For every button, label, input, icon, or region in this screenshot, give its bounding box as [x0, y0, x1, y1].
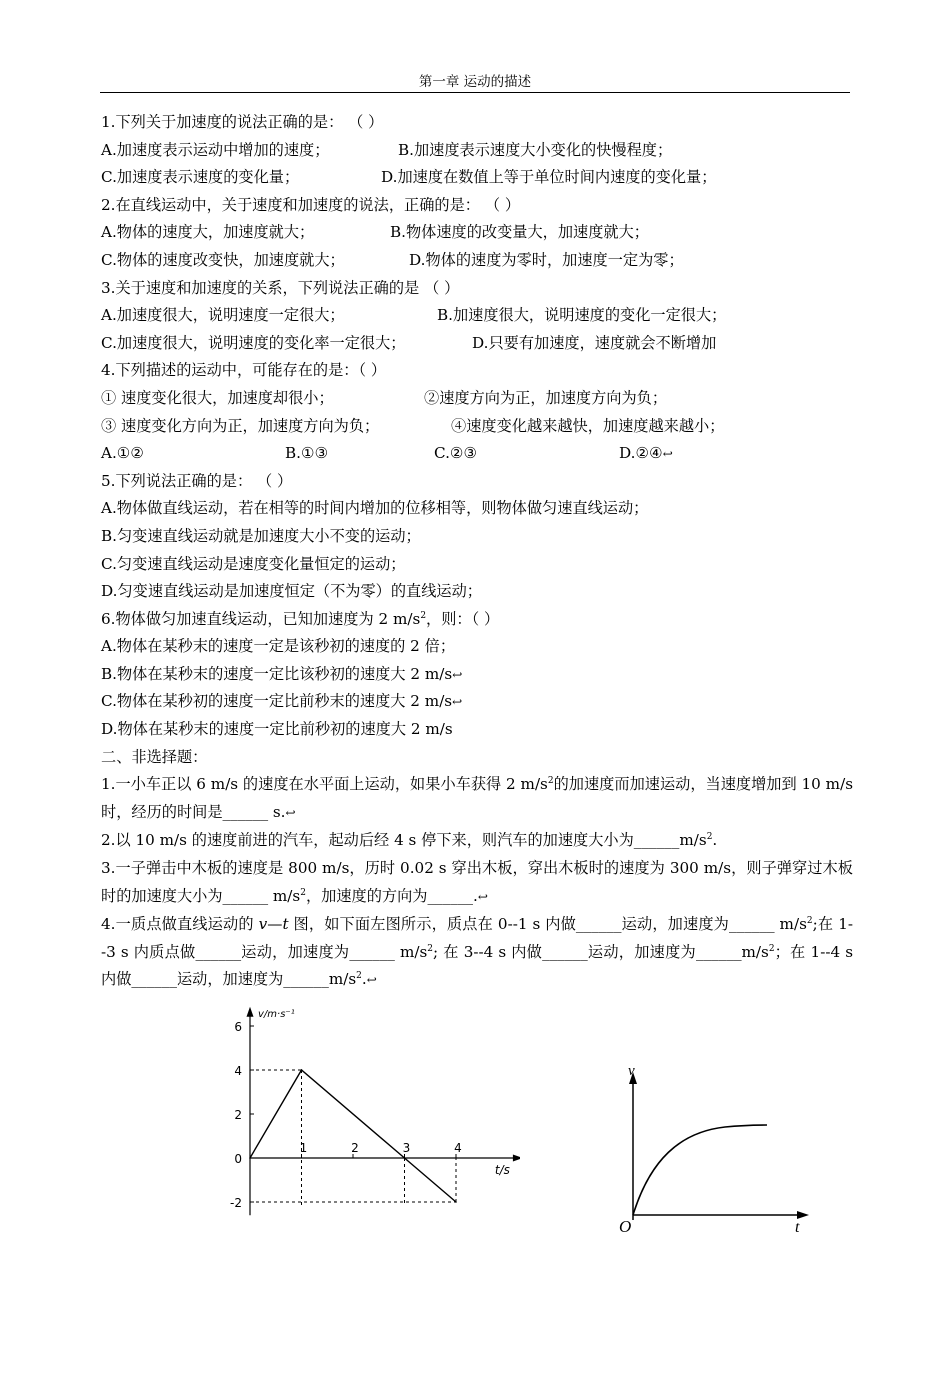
q3-option-b: B.加速度很大，说明速度的变化一定很大；	[437, 306, 727, 325]
question-4-statements-12	[101, 385, 853, 413]
page-header	[100, 72, 850, 93]
question-3-options-cd	[101, 330, 853, 358]
q2-option-a: A.物体的速度大，加速度就大；	[101, 223, 315, 242]
worksheet-body	[101, 109, 853, 995]
question-2-options-cd	[101, 247, 853, 275]
y-axis-arrow	[247, 1007, 254, 1017]
data-point	[455, 1201, 457, 1203]
x-tick-label: 1	[299, 1141, 308, 1155]
q3-option-d: D.只要有加速度，速度就会不断增加	[472, 333, 717, 352]
x-axis-label: t	[795, 1219, 800, 1236]
problem-2: 2.以 10 m/s 的速度前进的汽车，起动后经 4 s 停下来，则汽车的加速度大小为$\_\_\_\_\_\_m/s^2$.	[101, 831, 718, 850]
q1-option-a: A.加速度表示运动中增加的速度；	[101, 140, 330, 159]
q5-option-b: B.匀变速直线运动就是加速度大小不变的运动；	[101, 526, 421, 545]
q1-option-c: C.加速度表示速度的变化量；	[101, 168, 300, 187]
problem-4: 4.一质点做直线运动的 v—t 图，如下面左图所示，质点在 0--1 s 内做______运动，加速度为______ $m/s^2$;在 1--3 s 内质点做______运动，加速度为______ $m/s^2$; 在 3--4 s 内做______运动，加速度为$\_\_\_\_\_\_m/s^2$；在 1--4 s 内做______运动，加速度为$\_\_\_\_\_\_m/s^2.↩$	[101, 915, 853, 989]
q5-option-a: A.物体做直线运动，若在相等的时间内增加的位移相等，则物体做匀速直线运动；	[101, 499, 649, 518]
y-tick-label: 6	[234, 1020, 242, 1034]
q6-option-c: C.物体在某秒初的速度一定比前秒末的速度大 2 m/s↩	[101, 692, 463, 711]
section-2-title: 二、非选择题：	[101, 747, 208, 766]
question-2-stem: 2.在直线运动中，关于速度和加速度的说法，正确的是： （ ）	[101, 195, 521, 214]
problem-1: 1.一小车正以 6 m/s 的速度在水平面上运动，如果小车获得 2 $m/s^2$的加速度而加速运动，当速度增加到 10 m/s 时，经历的时间是______ s.↩	[101, 775, 853, 821]
velocity-curve	[633, 1125, 767, 1215]
q2-option-b: B.物体速度的改变量大，加速度就大；	[390, 223, 649, 242]
q1-option-b: B.加速度表示速度大小变化的快慢程度；	[398, 140, 673, 159]
q4-option-c: C.②③	[434, 444, 478, 463]
q6-option-b: B.物体在某秒末的速度一定比该秒初的速度大 2 m/s↩	[101, 664, 463, 683]
q4-option-b: B.①③	[285, 444, 329, 463]
question-1-stem: 1.下列关于加速度的说法正确的是： （ ）	[101, 113, 384, 131]
chapter-title: 第一章 运动的描述	[418, 74, 532, 90]
question-2-options-ab	[101, 219, 853, 247]
question-4-stem: 4.下列描述的运动中，可能存在的是：（ ）	[101, 361, 387, 380]
question-1-options-cd	[101, 164, 853, 192]
q1-option-d: D.加速度在数值上等于单位时间内速度的变化量；	[381, 168, 717, 187]
y-tick-label: 2	[234, 1108, 242, 1122]
y-tick-label: 0	[234, 1152, 242, 1166]
v-t-curve-figure	[605, 1060, 825, 1240]
y-tick-label: 4	[234, 1064, 242, 1078]
q4-statement-4: ④速度变化越来越快，加速度越来越小；	[451, 416, 725, 435]
question-1-options-ab	[101, 137, 853, 165]
q3-option-c: C.加速度很大，说明速度的变化率一定很大；	[101, 333, 406, 352]
y-axis-label: v	[628, 1063, 635, 1079]
q5-option-c: C.匀变速直线运动是速度变化量恒定的运动；	[101, 554, 406, 573]
q4-option-d: D.②④	[619, 444, 663, 463]
q2-option-c: C.物体的速度改变快，加速度就大；	[101, 250, 345, 269]
paragraph-mark-icon: ↩	[452, 695, 463, 710]
q6-option-a: A.物体在某秒末的速度一定是该秒初的速度的 2 倍；	[101, 637, 456, 656]
data-point	[249, 1157, 251, 1159]
x-axis-arrow	[797, 1211, 809, 1219]
x-axis-arrow	[513, 1155, 520, 1162]
q4-option-a: A.①②	[101, 444, 145, 463]
y-axis-label: v/m·s⁻¹	[258, 1008, 295, 1020]
q4-statement-3: ③ 速度变化方向为正，加速度方向为负；	[101, 416, 380, 435]
paragraph-mark-icon: ↩	[366, 973, 377, 988]
q2-option-d: D.物体的速度为零时，加速度一定为零；	[409, 250, 684, 269]
paragraph-mark-icon: ↩	[285, 805, 296, 820]
paragraph-mark-icon: ↩	[452, 667, 463, 682]
q5-option-d: D.匀变速直线运动是加速度恒定（不为零）的直线运动；	[101, 582, 482, 601]
paragraph-mark-icon: ↩	[662, 447, 673, 462]
x-tick-label: 4	[454, 1141, 462, 1155]
q4-statement-1: ① 速度变化很大，加速度却很小；	[101, 388, 334, 407]
x-tick-label: 2	[351, 1141, 359, 1155]
origin-label: O	[619, 1217, 632, 1236]
problem-3: 3.一子弹击中木板的速度是 800 m/s，历时 0.02 s 穿出木板，穿出木板时的速度为 300 m/s，则子弹穿过木板时的加速度大小为______ $m/s^2$，加速度的方向为______.↩	[101, 859, 853, 905]
data-point	[404, 1157, 406, 1159]
paragraph-mark-icon: ↩	[477, 889, 488, 904]
question-4-statements-34	[101, 413, 853, 441]
question-5-stem: 5.下列说法正确的是： （ ）	[101, 471, 293, 490]
question-3-options-ab	[101, 302, 853, 330]
x-tick-label: 3	[402, 1141, 411, 1155]
q4-statement-2: ②速度方向为正，加速度方向为负；	[424, 388, 667, 407]
velocity-line	[250, 1070, 456, 1202]
q6-option-d: D.物体在某秒末的速度一定比前秒初的速度大 2 m/s	[101, 720, 453, 739]
question-3-stem: 3.关于速度和加速度的关系，下列说法正确的是 （ ）	[101, 278, 460, 297]
q3-option-a: A.加速度很大，说明速度一定很大；	[101, 306, 345, 325]
question-6-stem: 6.物体做匀加速直线运动，已知加速度为 2 $m/s^2$，则：（ ）	[101, 609, 500, 628]
vt-graph-figure	[220, 1000, 520, 1230]
data-point	[301, 1069, 303, 1071]
x-axis-label: t/s	[494, 1163, 510, 1177]
y-tick-label: -2	[230, 1196, 242, 1210]
question-4-options	[101, 440, 853, 468]
